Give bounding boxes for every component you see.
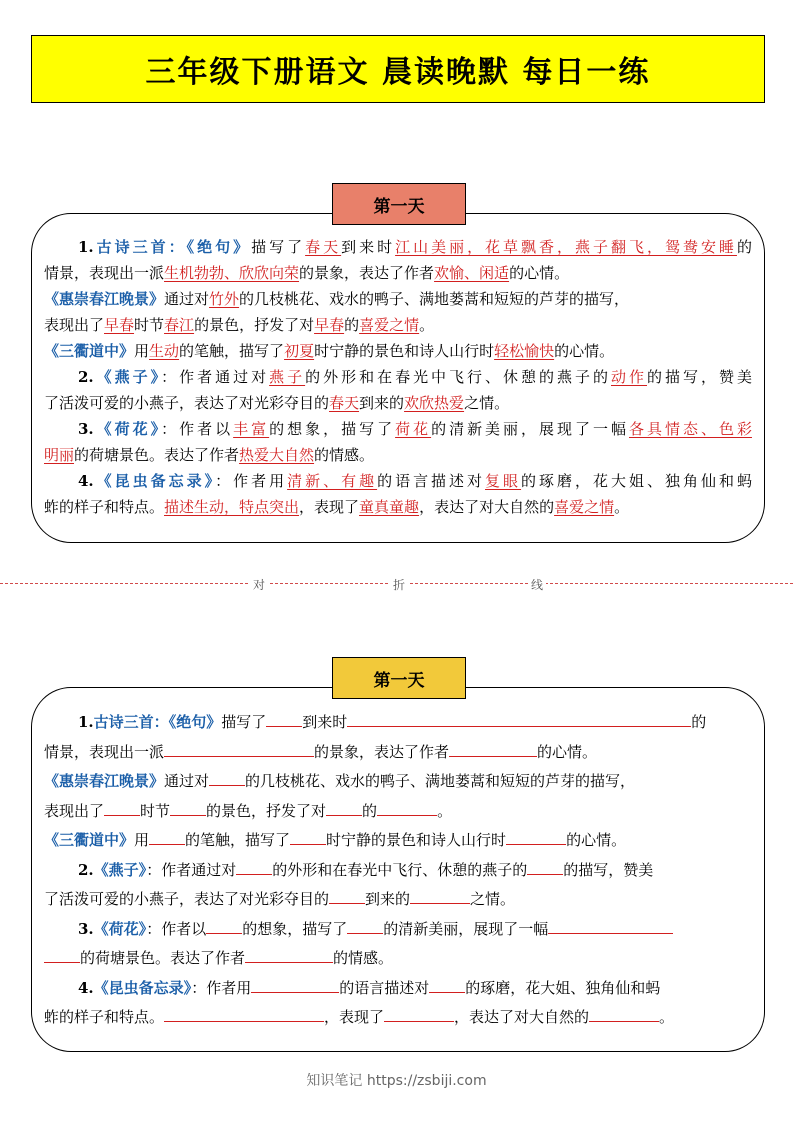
answer-line: 了活泼可爱的小燕子，表达了对光彩夺目的春天到来的欢欣热爱之情。 <box>44 394 510 412</box>
answer-line: 2.《燕子》：作者通过对燕子的外形和在春光中飞行、休憩的燕子的动作的描写，赞美 <box>78 368 752 386</box>
exercise-panel <box>31 687 765 1052</box>
blank-field[interactable] <box>44 947 80 963</box>
blank-field[interactable] <box>347 711 691 727</box>
answer-text: 各具情态、色彩 <box>629 420 752 438</box>
answer-text: 生机勃勃、欣欣向荣 <box>164 264 300 282</box>
exercise-line: 表现出了 时节 的景色，抒发了对 的 。 <box>44 801 453 820</box>
blank-field[interactable] <box>548 918 673 934</box>
answer-line: 情景，表现出一派生机勃勃、欣欣向荣的景象，表达了作者欢愉、闲适的心情。 <box>44 264 570 282</box>
answer-line: 3.《荷花》：作者以丰富的想象，描写了荷花的清新美丽，展现了一幅各具情态、色彩 <box>78 420 752 438</box>
answer-text: 早春 <box>314 316 345 334</box>
blank-field[interactable] <box>384 1006 454 1022</box>
fold-label: 对 <box>250 576 268 593</box>
answer-line: 1.古诗三首：《绝句》描写了春天到来时江山美丽，花草飘香，燕子翻飞，鸳鸯安睡的 <box>78 238 752 256</box>
blank-field[interactable] <box>164 1006 324 1022</box>
exercise-line: 2.《燕子》：作者通过对 的外形和在春光中飞行、休憩的燕子的 的描写，赞美 <box>78 860 654 879</box>
answer-text: 动作 <box>611 368 647 386</box>
answer-line: 4.《昆虫备忘录》：作者用清新、有趣的语言描述对复眼的琢磨，花大姐、独角仙和蚂 <box>78 472 752 490</box>
day-tab-answers: 第一天 <box>332 183 466 225</box>
answer-line: 明丽的荷塘景色。表达了作者热爱大自然的情感。 <box>44 446 375 464</box>
blank-field[interactable] <box>290 829 326 845</box>
page-title: 三年级下册语文 晨读晚默 每日一练 <box>145 55 651 90</box>
exercise-line: 蚱的样子和特点。 ，表现了 ，表达了对大自然的 。 <box>44 1008 675 1026</box>
answer-text: 初夏 <box>284 342 315 360</box>
answer-line: 蚱的样子和特点。描述生动，特点突出，表现了童真童趣，表达了对大自然的喜爱之情。 <box>44 498 630 516</box>
answer-text: 丰富 <box>233 420 270 438</box>
answer-text: 欢欣热爱 <box>404 394 465 412</box>
answer-text: 荷花 <box>395 420 432 438</box>
answer-text: 春江 <box>164 316 195 334</box>
footer-watermark: 知识笔记 https://zsbiji.com <box>306 1073 487 1089</box>
exercise-line: 《惠崇春江晚景》通过对 的几枝桃花、戏水的鸭子、满地蒌蒿和短短的芦芽的描写， <box>44 772 636 790</box>
answer-text: 喜爱之情 <box>554 498 615 516</box>
answer-text: 早春 <box>104 316 135 334</box>
title-banner <box>31 35 765 103</box>
blank-field[interactable] <box>347 918 383 934</box>
fold-label: 线 <box>528 576 546 593</box>
blank-field[interactable] <box>236 859 272 875</box>
blank-field[interactable] <box>164 741 314 757</box>
answer-text: 竹外 <box>209 290 240 308</box>
blank-field[interactable] <box>589 1006 659 1022</box>
blank-field[interactable] <box>209 770 245 786</box>
answer-text: 生动 <box>149 342 180 360</box>
answer-text: 复眼 <box>485 472 522 490</box>
blank-field[interactable] <box>251 977 339 993</box>
exercise-line: 了活泼可爱的小燕子，表达了对光彩夺目的 到来的 之情。 <box>44 890 516 908</box>
exercise-line: 4.《昆虫备忘录》：作者用 的语言描述对 的琢磨，花大姐、独角仙和蚂 <box>78 978 661 997</box>
answer-text: 春天 <box>305 238 342 256</box>
exercise-line: 1.古诗三首：《绝句》描写了 到来时 的 <box>78 713 707 731</box>
answer-text: 春天 <box>329 394 360 412</box>
blank-field[interactable] <box>329 888 365 904</box>
blank-field[interactable] <box>449 741 537 757</box>
exercise-line: 3.《荷花》：作者以 的想象，描写了 的清新美丽，展现了一幅 <box>44 915 752 945</box>
answer-line: 《三衢道中》用生动的笔触，描写了初夏时宁静的景色和诗人山行时轻松愉快的心情。 <box>44 342 615 360</box>
answer-text: 江山美丽，花草飘香，燕子翻飞，鸳鸯安睡 <box>395 238 737 256</box>
blank-field[interactable] <box>527 859 563 875</box>
answer-text: 童真童趣 <box>359 498 420 516</box>
blank-field[interactable] <box>326 800 362 816</box>
exercise-line: 的荷塘景色。表达了作者 的情感。 <box>44 944 752 974</box>
blank-field[interactable] <box>170 800 206 816</box>
answer-text: 喜爱之情 <box>359 316 420 334</box>
answer-text: 清新、有趣 <box>287 472 378 490</box>
blank-field[interactable] <box>429 977 465 993</box>
blank-field[interactable] <box>245 947 333 963</box>
answer-panel <box>31 213 765 543</box>
exercise-line: 情景，表现出一派 的景象，表达了作者 的心情。 <box>44 742 598 761</box>
blank-field[interactable] <box>149 829 185 845</box>
blank-field[interactable] <box>377 800 437 816</box>
answer-text: 明丽 <box>44 446 75 464</box>
exercise-line: 《三衢道中》用 的笔触，描写了 时宁静的景色和诗人山行时 的心情。 <box>44 831 627 849</box>
answer-text: 燕子 <box>269 368 306 386</box>
blank-field[interactable] <box>410 888 470 904</box>
blank-field[interactable] <box>506 829 566 845</box>
fold-label: 折 <box>390 576 408 593</box>
answer-line: 《惠崇春江晚景》通过对竹外的几枝桃花、戏水的鸭子、满地蒌蒿和短短的芦芽的描写， <box>44 290 630 308</box>
blank-field[interactable] <box>206 918 242 934</box>
day-tab-exercise: 第一天 <box>332 657 466 699</box>
blank-field[interactable] <box>104 800 140 816</box>
answer-line: 表现出了早春时节春江的景色，抒发了对早春的喜爱之情。 <box>44 316 435 334</box>
blank-field[interactable] <box>266 711 302 727</box>
answer-text: 描述生动，特点突出 <box>164 498 300 516</box>
answer-text: 欢愉、闲适 <box>434 264 510 282</box>
answer-text: 热爱大自然 <box>239 446 315 464</box>
answer-text: 轻松愉快 <box>494 342 555 360</box>
